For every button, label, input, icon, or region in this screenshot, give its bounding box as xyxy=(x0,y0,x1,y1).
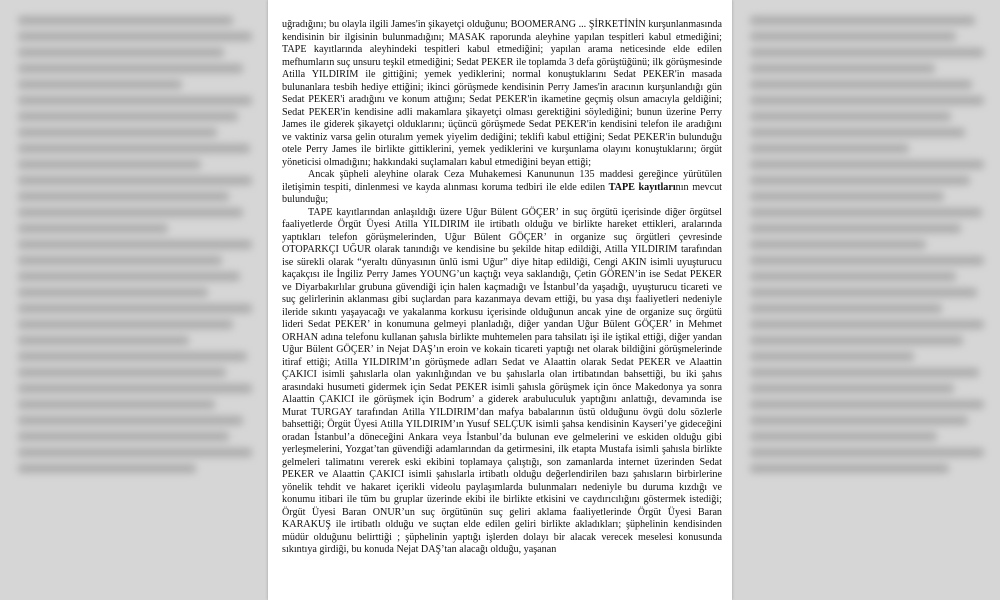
paragraph-tape-findings: TAPE kayıtlarından anlaşıldığı üzere Uğur Bülent GÖÇER’ in suç örgütü içerisinde diğer örgütsel faaliyetlerde Örgüt Üyesi Atilla YILDIRIM ile irtibatlı olduğu ve birlikte hareket ettikleri, aralarında yaptıkları telefon görüşmelerinden, Uğur Bülent GÖÇER’ in organize suç örgütleri çevresinde OTOPARKÇI UĞUR olarak tanındığı ve kendisine bu şekilde hitap edildiği, Atilla YILDIRIM tarafından ise sürekli olarak “yeraltı dünyasının ünlü ismi Uğur” diye hitap edildiği, Cengi AKIN isimli uyuşturucu kaçakçısı ile İngiliz Perry James YOUNG’un kaçtığı veya saklandığı, Çetin GÖREN’in ise Sedat PEKER ve Diyarbakırlılar grubuna güvendiği için halen kaçmadığı ve İstanbul’da yaşadığı, uyuşturucu ticareti ve suç gelirlerinin aklanması gibi suçlardan para kazanmaya devam ettiği, bu yasa dışı faaliyetleri nedeniyle ileride sıkıntı yaşayacağı ve yakalanma korkusu içerisinde olduğunun ancak yine de organize suç örgütü lideri Sedat PEKER’ in konumuna gelmeyi planladığı, diğer yandan Uğur Bülent GÖÇER’ in Mehmet ORHAN adına telefonu kullanan şahısla birlikte muhtemelen para tahsilatı işi ile iştikal ettiği, diğer yandan Uğur Bülent GÖÇER’ in Nejat DAŞ’ın eroin ve kokain ticareti yaptığı net olarak bildiğini görüşmelerinde itiraf ettiği; Atilla YILDIRIM’ın görüşmede adları Sedat ve Alaattin olarak Sedat PEKER ve Alaattin ÇAKICI isimli şahıslarla olan yakınlığından ve bu şahıslarla olan irtibatından bahsettiği, bu iki şahıs arasındaki husumeti gidermek için Sedat PEKER isimli şahısla görüşmek için önce Makedonya ya sonra Alaattin ÇAKICI ile görüşmek için Bodrum’ a giderek arabuluculuk yaptığını anlattığı, devamında ise Murat TURGAY tarafından Atilla YILDIRIM’dan mafya babalarının üstü olduğunu övgü dolu sözlerle bahsettiği; Örgüt Üyesi Atilla YILDIRIM’ın Yusuf SELÇUK isimli şahsa kendisinin Kayseri’ye gideceğini oradan İstanbul’a döneceğini Ankara veya İstanbul’da bulunan eve gelmelerini ve eskiden olduğu gibi yerleşmelerini, Yozgat’tan güvendiği adamlarından da getirmesini, ilk etapta Mustafa isimli şahısla birlikte gelmeleri talimatını vererek eski ekibini toplamaya çalıştığı, son zamanlarda internet üzerinden Sedat PEKER ve Alaattin ÇAKICI isimli şahıslarla irtibatlı olduğu değerlendirilen bazı şahısların birbirlerine yönelik tehdit ve hakaret içerikli videolu paylaşımlarda bulunmaları nedeniyle bu duruma kızdığı ve konumu itibari ile tüm bu gruplar üzerinde ekibi ile birlikte etkisini ve caydırıcılığını göstermek istediği; Örgüt Üyesi Baran ONUR’un suç örgütünün suç geliri aklama faaliyetlerinde Örgüt Üyesi Baran KARAKUŞ ile irtibatlı olduğu ve suçtan elde edilen geliri birlikte akladıkları; şüphelinin kendisinden müdür olduğunu belirttiği ; şüphelinin yaptığı işlerden dolayı bir alacak verecek meselesi konusunda sıkıntıya girdiği, bu konuda Nejat DAŞ’tan alacağı olduğu, yaşanan xyxy=(282,206,722,555)
document-page xyxy=(268,0,732,600)
document-body xyxy=(268,0,732,557)
paragraph-statement: uğradığını; bu olayla ilgili James'in şikayetçi olduğunu; BOOMERANG ... ŞİRKETİNİN kurşunlanmasında kendisinin bir ilgisinin bulunmadığını; MASAK raporunda aleyhine yapılan tespitleri kabul etmediğini; TAPE kayıtlarında aleyhindeki tespitleri kabul etmediğini; yapılan arama neticesinde elde edilen mefhumların suç unsuru teşkil etmediğini; Sedat PEKER ile toplamda 3 defa görüştüğünü; ilk görüşmesinde Atilla YILDIRIM ile gittiğini; yemek yediklerini; normal konuştuklarını Sedat PEKER'in masada bulunanlara tesbih hediye ettiğini; ikinci görüşmede kendisinin Perry James'in aracının kurşunlandığı gün Sedat PEKER'i aradığını ve konum attığını; Sedat PEKER'in ikametine geçmiş olsun amacıyla geldiğini; Sedat PEKER'in kendisine adli makamlara şikayetçi olması gerektiğini söylediğini; bunun üzerine Perry James ile giderek şikayetçi olduklarını; üçüncü görüşmede Sedat PEKER'in kendisini telefon ile aradığını ve vaktiniz varsa gelin oturalım yemek yiyelim dediğini; teklifi kabul ettiğini; Sedat PEKER'in bulunduğu otele Perry James ile birlikte gittiklerini, yemek yediklerini ve kurşunlama olayını konuştuklarını; örgüt yöneticisi olmadığını; hakkındaki suçlamaları kabul etmediğini beyan ettiği; xyxy=(282,19,722,168)
bold-term: TAPE kayıtları xyxy=(608,181,676,193)
blurred-left-margin xyxy=(0,0,270,600)
paragraph-text: Ancak şüpheli aleyhine olarak Ceza Muhakemesi Kanununun 135 maddesi gereğince yürütülen iletişimin tespiti, dinlenmesi ve kayda alınması koruma tedbiri ile elde edilen xyxy=(282,169,722,193)
paragraph-tape-records xyxy=(282,169,722,207)
blurred-right-margin xyxy=(732,0,1000,600)
paragraph-text: nın mevcut bulunduğu; xyxy=(282,181,722,205)
